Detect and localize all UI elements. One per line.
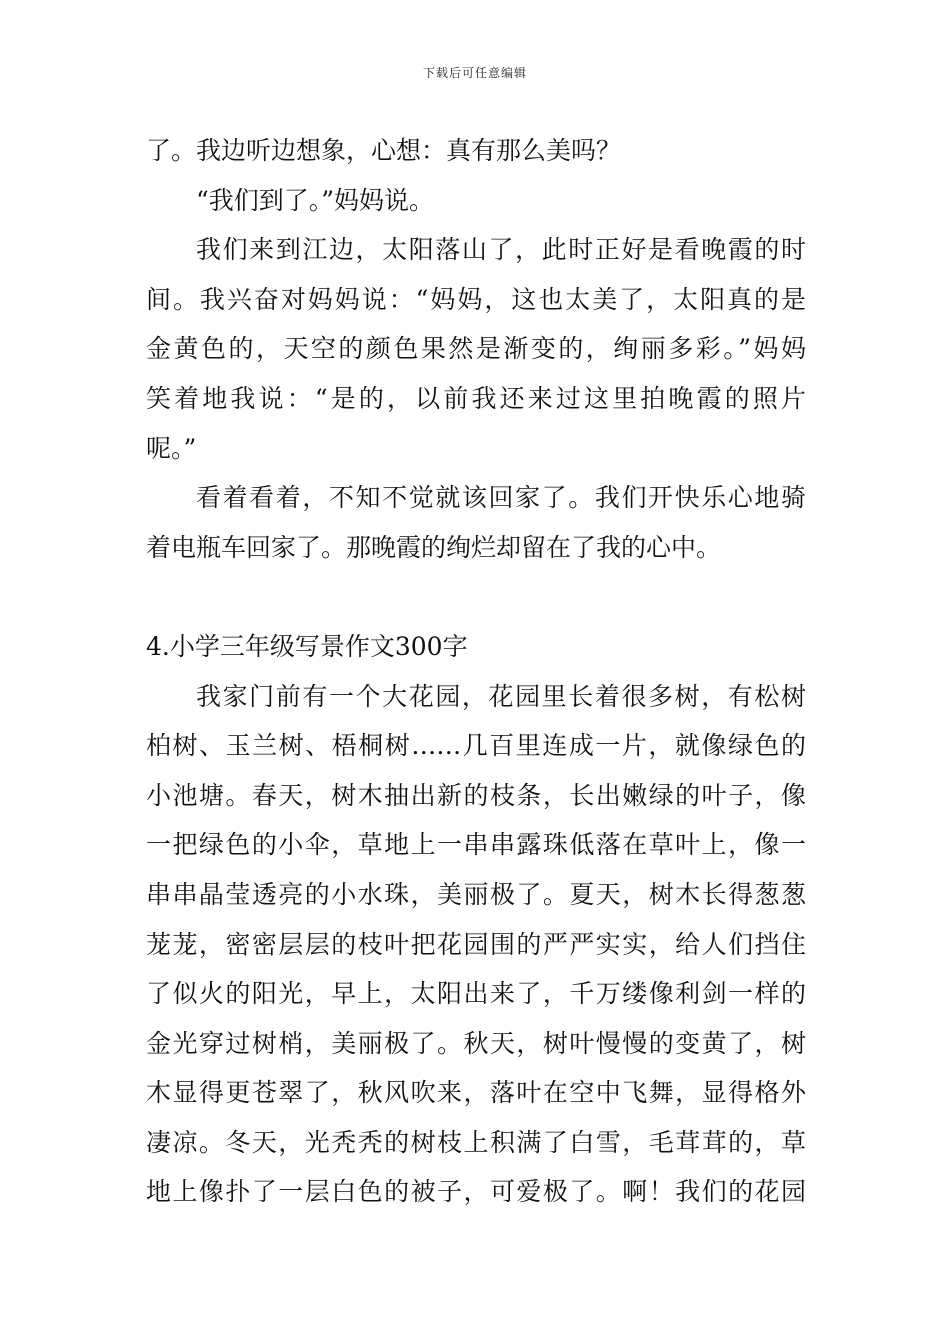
spacer <box>146 572 806 622</box>
text-line: 地上像扑了一层白色的被子，可爱极了。啊！我们的花园 <box>146 1177 806 1207</box>
text-line: 茏茏，密密层层的枝叶把花园围的严严实实，给人们挡住 <box>146 929 806 959</box>
text-line: 金光穿过树梢，美丽极了。秋天，树叶慢慢的变黄了，树 <box>146 1028 806 1058</box>
text-line: 了似火的阳光，早上，太阳出来了，千万缕像利剑一样的 <box>146 979 806 1009</box>
text-line: 着电瓶车回家了。那晚霞的绚烂却留在了我的心中。 <box>146 532 722 562</box>
text-line: 看着看着，不知不觉就该回家了。我们开快乐心地骑 <box>196 483 806 513</box>
paragraph <box>146 473 806 572</box>
text-line: 串串晶莹透亮的小水珠，美丽极了。夏天，树木长得葱葱 <box>146 879 806 909</box>
text-line: 金黄色的，天空的颜色果然是渐变的，绚丽多彩。”妈妈 <box>146 334 806 364</box>
text-line: “我们到了。”妈妈说。 <box>196 185 435 215</box>
text-line: 小池塘。春天，树木抽出新的枝条，长出嫩绿的叶子，像 <box>146 780 806 810</box>
paragraph <box>146 672 806 1218</box>
section-heading: 4.小学三年级写景作文300字 <box>146 631 468 661</box>
text-line: 呢。” <box>146 433 197 463</box>
text-line: 柏树、玉兰树、梧桐树……几百里连成一片，就像绿色的 <box>146 731 806 761</box>
text-line: 木显得更苍翠了，秋风吹来，落叶在空中飞舞，显得格外 <box>146 1078 806 1108</box>
text-line: 了。我边听边想象，心想：真有那么美吗？ <box>146 136 622 165</box>
paragraph <box>146 225 806 473</box>
text-line: 我们来到江边，太阳落山了，此时正好是看晚霞的时 <box>196 235 806 265</box>
text-line: 凄凉。冬天，光秃秃的树枝上积满了白雪，毛茸茸的，草 <box>146 1127 806 1157</box>
text-line: 一把绿色的小伞，草地上一串串露珠低落在草叶上，像一 <box>146 830 806 860</box>
text-line: 我家门前有一个大花园，花园里长着很多树，有松树 <box>196 681 806 711</box>
document-body <box>146 126 806 1217</box>
text-line: 间。我兴奋对妈妈说：“妈妈，这也太美了，太阳真的是 <box>146 284 806 314</box>
page-header-note: 下载后可任意编辑 <box>422 66 527 80</box>
paragraph <box>146 126 806 176</box>
text-line: 笑着地我说：“是的，以前我还来过这里拍晚霞的照片 <box>146 383 806 413</box>
paragraph <box>146 176 806 226</box>
